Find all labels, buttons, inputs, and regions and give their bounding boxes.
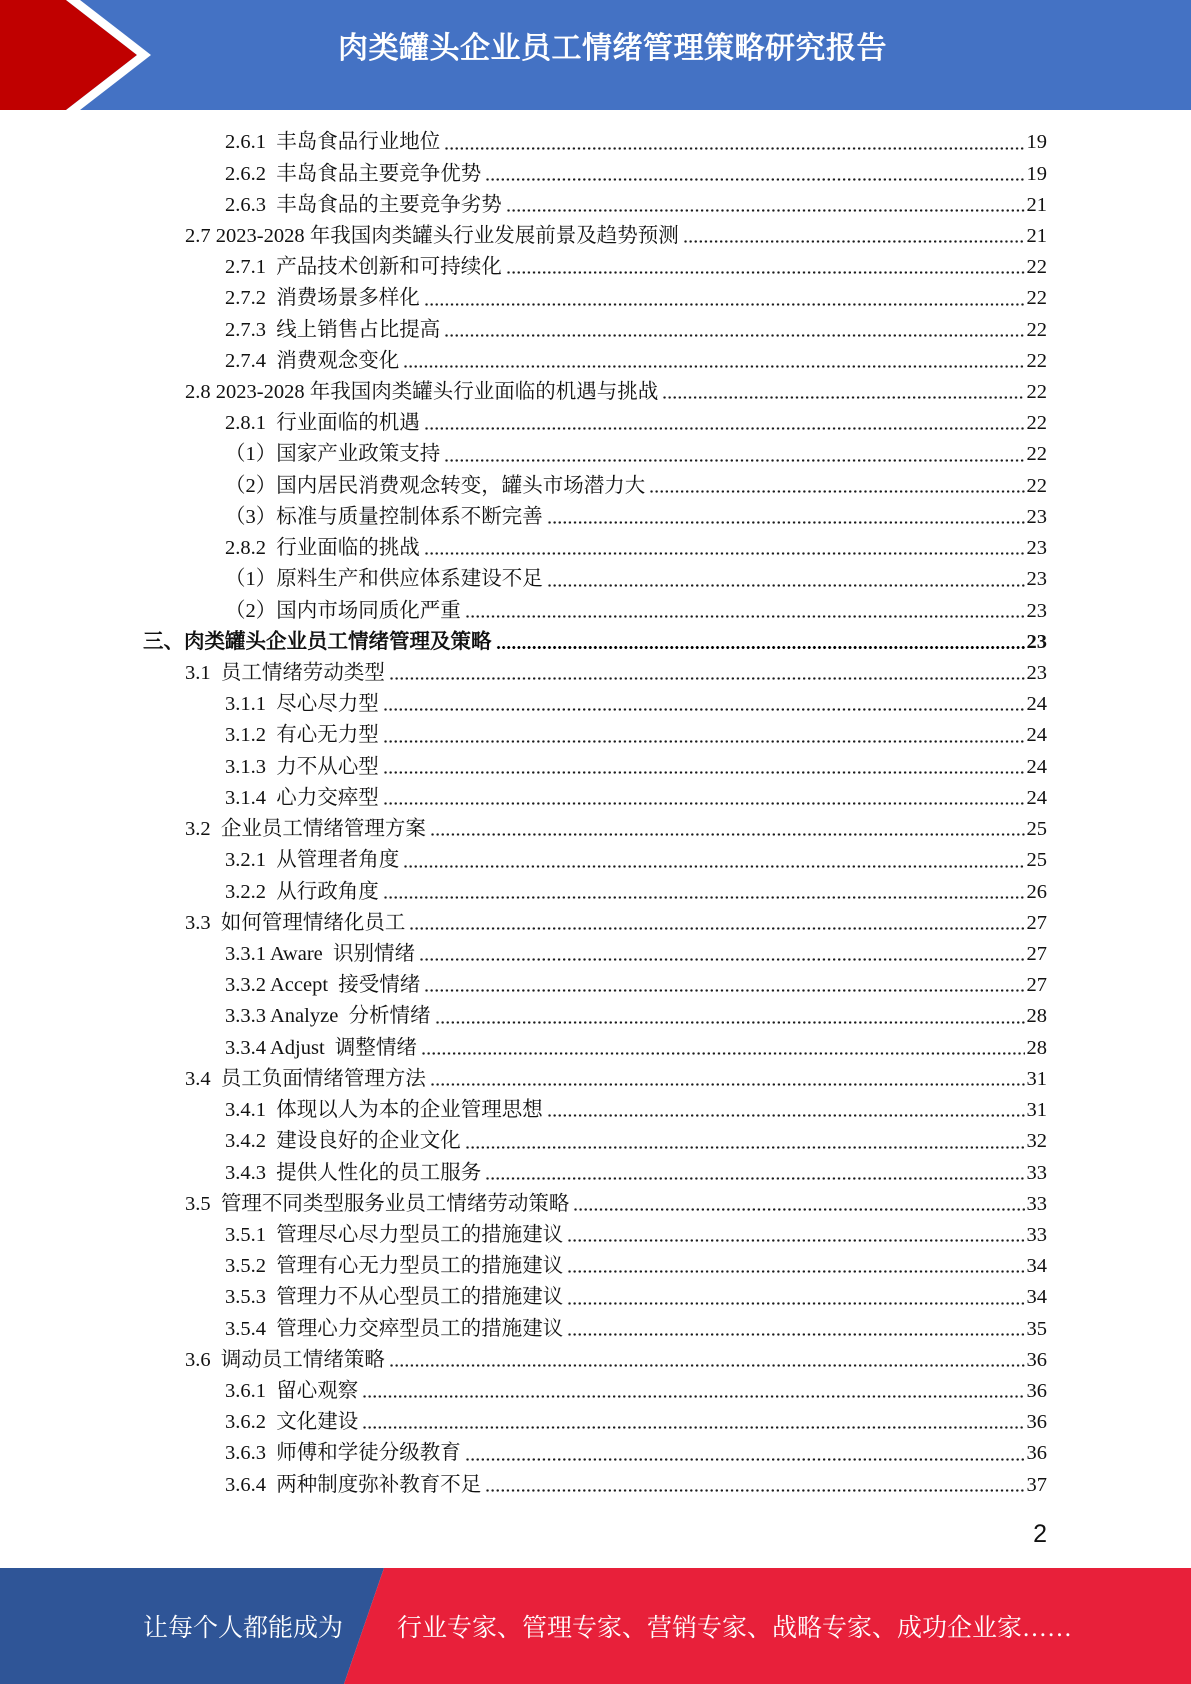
toc-leader-dots <box>485 178 1024 181</box>
toc-entry-page: 23 <box>1026 599 1047 622</box>
report-title: 肉类罐头企业员工情绪管理策略研究报告 <box>338 31 887 66</box>
toc-entry-page: 36 <box>1026 1411 1047 1434</box>
toc-entry <box>0 1189 1047 1220</box>
toc-entry-page: 28 <box>1026 1005 1047 1028</box>
toc-entry <box>0 908 1047 939</box>
toc-entry <box>0 502 1047 533</box>
toc-entry-page: 25 <box>1026 818 1047 841</box>
toc-entry <box>0 1407 1047 1438</box>
toc-leader-dots <box>567 1333 1024 1336</box>
toc-entry-page: 27 <box>1026 974 1047 997</box>
toc-entry-label: 3.2.2 从行政角度 <box>225 880 379 903</box>
toc-entry <box>0 1220 1047 1251</box>
toc-entry <box>0 783 1047 814</box>
toc-entry-page: 25 <box>1026 849 1047 872</box>
toc-entry-label: 3.4.3 提供人性化的员工服务 <box>225 1161 482 1184</box>
toc-leader-dots <box>435 1021 1025 1024</box>
toc-entry <box>0 939 1047 970</box>
toc-entry-label: 2.6.1 丰岛食品行业地位 <box>225 131 441 154</box>
toc-entry-label: （3）标准与质量控制体系不断完善 <box>225 505 543 528</box>
toc-leader-dots <box>430 1083 1025 1086</box>
toc-entry-page: 22 <box>1026 318 1047 341</box>
toc-entry-label: 3.5 管理不同类型服务业员工情绪劳动策略 <box>185 1192 570 1215</box>
toc-entry-page: 27 <box>1026 942 1047 965</box>
toc-entry-page: 36 <box>1026 1442 1047 1465</box>
toc-entry-page: 23 <box>1026 505 1047 528</box>
toc-entry-page: 21 <box>1026 224 1047 247</box>
toc-entry-label: 3.2 企业员工情绪管理方案 <box>185 818 426 841</box>
toc-leader-dots <box>362 1395 1024 1398</box>
toc-leader-dots <box>465 1146 1025 1149</box>
toc-leader-dots <box>547 521 1025 524</box>
toc-leader-dots <box>496 646 1025 649</box>
toc-entry-label: 2.8 2023-2028 年我国肉类罐头行业面临的机遇与挑战 <box>185 381 659 404</box>
toc-leader-dots <box>444 459 1024 462</box>
toc-entry <box>0 159 1047 190</box>
toc-entry-page: 19 <box>1026 162 1047 185</box>
toc-entry <box>0 1376 1047 1407</box>
toc-entry-page: 31 <box>1026 1067 1047 1090</box>
toc-leader-dots <box>424 303 1025 306</box>
toc-entry <box>0 252 1047 283</box>
toc-entry-page: 27 <box>1026 911 1047 934</box>
toc-leader-dots <box>444 147 1024 150</box>
toc-leader-dots <box>573 1208 1024 1211</box>
toc-entry-page: 23 <box>1026 537 1047 560</box>
toc-entry <box>0 1064 1047 1095</box>
toc-entry-page: 22 <box>1026 256 1047 279</box>
toc-entry-page: 35 <box>1026 1317 1047 1340</box>
toc-entry-page: 32 <box>1026 1130 1047 1153</box>
toc-entry-page: 22 <box>1026 349 1047 372</box>
toc-entry-page: 24 <box>1026 693 1047 716</box>
toc-entry-page: 31 <box>1026 1099 1047 1122</box>
toc-entry-label: 3.1.3 力不从心型 <box>225 755 379 778</box>
table-of-contents <box>0 127 1047 1501</box>
toc-entry-label: 3.6.4 两种制度弥补教育不足 <box>225 1473 482 1496</box>
toc-leader-dots <box>383 740 1025 743</box>
toc-entry-label: 2.7.3 线上销售占比提高 <box>225 318 441 341</box>
toc-entry-page: 22 <box>1026 381 1047 404</box>
toc-entry-page: 24 <box>1026 724 1047 747</box>
toc-entry-page: 23 <box>1026 568 1047 591</box>
toc-entry <box>0 1345 1047 1376</box>
toc-entry-label: 2.7.1 产品技术创新和可持续化 <box>225 256 502 279</box>
toc-entry-page: 24 <box>1026 755 1047 778</box>
toc-entry <box>0 127 1047 158</box>
toc-entry <box>0 190 1047 221</box>
toc-leader-dots <box>430 833 1025 836</box>
toc-entry <box>0 471 1047 502</box>
toc-entry-page: 33 <box>1026 1223 1047 1246</box>
toc-leader-dots <box>383 708 1025 711</box>
footer-slogan-left: 让每个人都能成为 <box>143 1615 344 1642</box>
toc-entry <box>0 346 1047 377</box>
toc-entry-page: 24 <box>1026 786 1047 809</box>
toc-leader-dots <box>444 334 1024 337</box>
toc-entry-label: 3.1.4 心力交瘁型 <box>225 786 379 809</box>
toc-entry <box>0 315 1047 346</box>
toc-entry-label: 3.5.1 管理尽心尽力型员工的措施建议 <box>225 1223 564 1246</box>
toc-entry <box>0 1126 1047 1157</box>
toc-entry-label: 3.3 如何管理情绪化员工 <box>185 911 406 934</box>
toc-entry <box>0 970 1047 1001</box>
toc-entry-page: 21 <box>1026 193 1047 216</box>
toc-leader-dots <box>547 1114 1025 1117</box>
toc-leader-dots <box>403 365 1024 368</box>
toc-entry-label: 3.3.2 Accept 接受情绪 <box>225 974 421 997</box>
page-number: 2 <box>1033 1520 1047 1548</box>
toc-leader-dots <box>506 209 1025 212</box>
toc-entry-page: 22 <box>1026 443 1047 466</box>
toc-entry <box>0 1314 1047 1345</box>
toc-leader-dots <box>567 1270 1024 1273</box>
toc-entry <box>0 814 1047 845</box>
toc-entry-page: 36 <box>1026 1380 1047 1403</box>
toc-entry <box>0 564 1047 595</box>
toc-entry-label: 2.8.1 行业面临的机遇 <box>225 412 420 435</box>
toc-entry-label: （2）国内市场同质化严重 <box>225 599 461 622</box>
toc-entry-label: 3.6.3 师傅和学徒分级教育 <box>225 1442 461 1465</box>
toc-entry-label: （1）原料生产和供应体系建设不足 <box>225 568 543 591</box>
toc-entry <box>0 283 1047 314</box>
toc-entry-label: 3.2.1 从管理者角度 <box>225 849 400 872</box>
toc-leader-dots <box>383 896 1025 899</box>
toc-entry-label: 2.6.3 丰岛食品的主要竞争劣势 <box>225 193 502 216</box>
toc-leader-dots <box>389 1364 1025 1367</box>
toc-leader-dots <box>424 552 1025 555</box>
toc-entry <box>0 596 1047 627</box>
toc-entry-page: 28 <box>1026 1036 1047 1059</box>
toc-entry-label: 2.6.2 丰岛食品主要竞争优势 <box>225 162 482 185</box>
toc-entry <box>0 1282 1047 1313</box>
toc-entry-label: 3.5.2 管理有心无力型员工的措施建议 <box>225 1255 564 1278</box>
toc-entry-page: 19 <box>1026 131 1047 154</box>
toc-leader-dots <box>409 927 1024 930</box>
toc-entry-label: 2.8.2 行业面临的挑战 <box>225 537 420 560</box>
toc-entry-label: 3.1 员工情绪劳动类型 <box>185 662 385 685</box>
toc-entry-label: 3.4 员工负面情绪管理方法 <box>185 1067 426 1090</box>
toc-entry-page: 22 <box>1026 474 1047 497</box>
toc-leader-dots <box>683 240 1025 243</box>
toc-entry <box>0 1033 1047 1064</box>
toc-entry-label: 3.3.4 Adjust 调整情绪 <box>225 1036 417 1059</box>
toc-entry <box>0 658 1047 689</box>
toc-entry-label: （1）国家产业政策支持 <box>225 443 441 466</box>
toc-leader-dots <box>421 1052 1025 1055</box>
toc-entry-label: 2.7.2 消费场景多样化 <box>225 287 420 310</box>
toc-leader-dots <box>485 1177 1024 1180</box>
toc-leader-dots <box>465 615 1025 618</box>
toc-entry <box>0 221 1047 252</box>
toc-leader-dots <box>383 771 1025 774</box>
toc-entry-label: 3.4.1 体现以人为本的企业管理思想 <box>225 1099 543 1122</box>
toc-leader-dots <box>547 584 1025 587</box>
toc-entry-page: 23 <box>1026 630 1047 653</box>
toc-leader-dots <box>424 427 1025 430</box>
toc-entry <box>0 1158 1047 1189</box>
toc-entry <box>0 720 1047 751</box>
toc-leader-dots <box>383 802 1025 805</box>
toc-entry-page: 34 <box>1026 1286 1047 1309</box>
toc-entry-label: 2.7 2023-2028 年我国肉类罐头行业发展前景及趋势预测 <box>185 224 679 247</box>
toc-entry-page: 22 <box>1026 287 1047 310</box>
toc-leader-dots <box>506 271 1025 274</box>
toc-entry-label: 3.6.1 留心观察 <box>225 1380 359 1403</box>
toc-chapter-entry <box>0 627 1047 658</box>
toc-entry <box>0 1470 1047 1501</box>
toc-entry-label: （2）国内居民消费观念转变，罐头市场潜力大 <box>225 474 646 497</box>
toc-entry-label: 3.3.1 Aware 识别情绪 <box>225 942 415 965</box>
toc-entry <box>0 1438 1047 1469</box>
toc-entry <box>0 439 1047 470</box>
toc-leader-dots <box>389 677 1025 680</box>
toc-leader-dots <box>567 1239 1024 1242</box>
toc-entry <box>0 752 1047 783</box>
toc-entry <box>0 845 1047 876</box>
toc-leader-dots <box>362 1426 1024 1429</box>
toc-leader-dots <box>485 1489 1024 1492</box>
toc-entry-label: 3.4.2 建设良好的企业文化 <box>225 1130 461 1153</box>
page-header-banner <box>0 0 1191 110</box>
toc-entry-label: 3.6.2 文化建设 <box>225 1411 359 1434</box>
toc-entry <box>0 533 1047 564</box>
toc-entry-label: 3.1.1 尽心尽力型 <box>225 693 379 716</box>
toc-entry <box>0 689 1047 720</box>
page-footer-banner <box>0 1568 1191 1684</box>
toc-entry-page: 34 <box>1026 1255 1047 1278</box>
toc-entry-label: 3.1.2 有心无力型 <box>225 724 379 747</box>
toc-entry-page: 26 <box>1026 880 1047 903</box>
toc-entry-page: 33 <box>1026 1192 1047 1215</box>
toc-entry <box>0 408 1047 439</box>
toc-leader-dots <box>649 490 1024 493</box>
toc-entry-label: 三、肉类罐头企业员工情绪管理及策略 <box>143 630 492 653</box>
toc-leader-dots <box>662 396 1024 399</box>
toc-entry <box>0 1095 1047 1126</box>
toc-entry-label: 3.5.3 管理力不从心型员工的措施建议 <box>225 1286 564 1309</box>
footer-slogan-right: 行业专家、管理专家、营销专家、战略专家、成功企业家…… <box>397 1615 1073 1642</box>
toc-entry-page: 36 <box>1026 1348 1047 1371</box>
toc-entry-page: 33 <box>1026 1161 1047 1184</box>
toc-entry-page: 23 <box>1026 662 1047 685</box>
toc-entry <box>0 377 1047 408</box>
toc-leader-dots <box>419 958 1025 961</box>
toc-entry-page: 22 <box>1026 412 1047 435</box>
toc-leader-dots <box>567 1302 1024 1305</box>
toc-entry-label: 3.3.3 Analyze 分析情绪 <box>225 1005 431 1028</box>
toc-entry-label: 3.5.4 管理心力交瘁型员工的措施建议 <box>225 1317 564 1340</box>
toc-entry <box>0 1251 1047 1282</box>
toc-leader-dots <box>424 989 1024 992</box>
toc-leader-dots <box>403 865 1024 868</box>
toc-entry-label: 3.6 调动员工情绪策略 <box>185 1348 385 1371</box>
toc-entry-label: 2.7.4 消费观念变化 <box>225 349 400 372</box>
toc-entry <box>0 877 1047 908</box>
toc-entry <box>0 1001 1047 1032</box>
toc-leader-dots <box>465 1458 1025 1461</box>
toc-entry-page: 37 <box>1026 1473 1047 1496</box>
